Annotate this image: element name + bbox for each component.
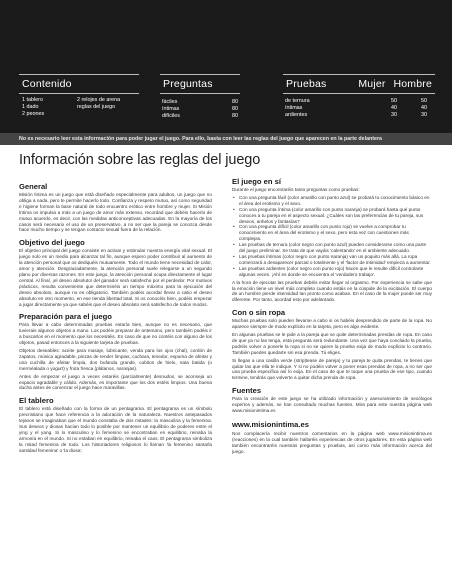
pruebas-panel bbox=[283, 74, 435, 124]
sinropa-text-3: Si llegas a una casilla verde (strip|tease de pareja) y tu pareja te quita prendas, te tienes que quitar las que ella te indique. Y si no podéis volver a poner esas prendas de ropa, a no ser que una prueba específica así lo exija. En el caso de que te toque una prueba de ese tipo, cuando termine, tendrás que volverte a quitar dicha prenda de ropa. bbox=[232, 357, 432, 381]
contenido-col-1 bbox=[22, 97, 77, 118]
objetivo-text: El objetivo principal del juego consiste en activar y estimular nuestra energía vital sexual. El juego solo es un medio para alcanzar tal fin, aunque espero poder contribuir al aumento de la atención personal que os dediquéis mutuamente. Todo el mundo tiene necesidad de calor, amor y atención. Desgraciadamente, la atención personal suele relegarse a un segundo plano por diversas razones. En este juego, la atención personal ocupa directamente el lugar central. Al final, ¡el deseo absoluto! del ganador será satisfecho por el perdedor. Por motivos prácticos, resulta conveniente que determinéis un tiempo máximo para la ejecución del deseo absoluto, aunque no es obligatorio. También podéis acordar llevar a cabo el deseo absoluto en otro momento, en ese tienda libertad total. Si os conocéis bien, podéis empezar a jugar directamente ya que sabéis que el deseo absoluto será satisfecho de todos modos. bbox=[19, 248, 212, 307]
notice-bar: No es necesario leer esta información para poder jugar el juego. Para ello, basta con leer las reglas del juego que aparecen en la parte delantera bbox=[0, 133, 452, 145]
pruebas-row bbox=[283, 105, 435, 112]
pruebas-mujer-value: 30 bbox=[391, 112, 397, 119]
objetivo-heading: Objetivo del juego bbox=[19, 238, 85, 248]
preguntas-row bbox=[160, 99, 240, 106]
contenido-item: 1 tablero bbox=[22, 97, 43, 103]
pruebas-label: ardientes bbox=[285, 112, 308, 119]
preguntas-value: 80 bbox=[232, 113, 238, 120]
preparacion-heading: Preparación para el juego bbox=[19, 312, 112, 322]
sinropa-heading: Con o sin ropa bbox=[232, 308, 286, 318]
website-text: Nos complacería recibir nuestros comentarios en la página web www.misionintima.es (reacciones) en la cual también hallaréis experiencias de otros jugadores. En esta página web también encontraréis nuestras preguntas y pruebas, así como más información acerca del juego. bbox=[232, 431, 432, 454]
list-item: • Las pruebas íntimas (color negro con punto naranja) van un poquito más allá. La ropa comenzará a desaparecer parcial o totalmente y el 'factor de intimidad' empieza a aumentar. bbox=[232, 254, 432, 266]
list-item: • Con una pregunta fácil (color amarillo con punto azul) se probará tu conocimiento básico en el área del erotismo y el sexo. bbox=[232, 195, 432, 207]
left-column bbox=[19, 177, 212, 456]
pruebas-mujer-header: Mujer bbox=[358, 78, 386, 90]
pruebas-row bbox=[283, 98, 435, 105]
pruebas-mujer-value: 40 bbox=[391, 105, 397, 112]
preparacion-text-2: Objetos deseables: aceite para masaje, lubricante, venda para los ojos (chal), cordón de zapatos, música agradable, pinzas de tender limpias, cuchara, tenedor, espuma de afeitar y una cuchilla de afeitar limpia, dos bufanda grande, cubitos de hielo, nata batida (o merméalada o yogurt) y fruta fresca (plátanos, naranjas). bbox=[19, 348, 212, 371]
pruebas-hombre-header: Hombre bbox=[393, 78, 432, 90]
pruebas-hombre-value: 40 bbox=[421, 105, 427, 112]
list-item: • Las pruebas ardientes (color negro con punto rojo) hacen que le resulte difícil controlarte algunas veces. ¡Ahí es donde se encuentra el 'verdadero trabajo'. bbox=[232, 266, 432, 278]
preguntas-value: 80 bbox=[232, 106, 238, 113]
general-text: Misión Íntima es un juego que está diseñado especialmente para adultos, un juego que no obliga a nada, pero te permite hacerlo todo. Confianza y respeto mutuo, así como seguridad e higiene forman la base natural de todo encuentro erótico entre hombre y mujer. Si Misión Íntima os impulsa a más a un juego de amor más extenso, recordad que debéis hacerlo de mutuo acuerdo, es decir, con las medidas anticonceptivas adecuadas. En la mayoría de los casos será necesario el uso de un preservativo, a no ser que la pareja se conozca desde hace mucho tiempo y se tengan contacto sexual fuera de la relación. bbox=[19, 192, 212, 233]
fuentes-heading: Fuentes bbox=[232, 386, 262, 396]
pruebas-hombre-value: 50 bbox=[421, 98, 427, 104]
pruebas-mujer-value: 50 bbox=[391, 98, 397, 104]
contenido-item: 2 relojes de arena bbox=[77, 97, 121, 103]
contenido-title: Contenido bbox=[19, 75, 139, 94]
tablero-text: El tablero está diseñado con la forma de un pentagrama. El pentagrama es un símbolo precristiano que hace referencia a la adoración de la naturaleza. Nuestros antepasados tejanos se imaginaban que el mundo constaba de dos mitades: la masculina y la femenina. Sus deseos y diosas hacían todo lo posible por mantener un equilibrio de poderes entre el ying y el yang. Si lo masculino y lo femenino se encontraban en equilibrio, reinaba la armonía en el mundo. Si no estaban en equilibrio, reinaba el caos. El pentagrama simboliza la mitad femenina de todo. Los historiadores religiosos lo llaman 'la femenino santa/la santidad femenina' o 'la diosa'. bbox=[19, 406, 212, 453]
preparacion-text-3: Antes de empezar el juego a veces estaréis (parcialmente) desnudos, se aconseja un espacio agradable y cálido. Además, es importante que los dos estéis limpios. Una buena ducha antes de comenzar el juego hace maravillas. bbox=[19, 373, 212, 391]
preguntas-label: fáciles bbox=[162, 99, 178, 105]
juego-heading: El juego en sí bbox=[232, 177, 281, 186]
tablero-heading: El tablero bbox=[19, 396, 54, 406]
preguntas-row bbox=[160, 106, 240, 113]
pruebas-hombre-value: 30 bbox=[421, 112, 427, 119]
preguntas-label: íntimas bbox=[162, 106, 180, 113]
pruebas-label: íntimas bbox=[285, 105, 303, 112]
contenido-item: 1 dado bbox=[22, 104, 39, 110]
sinropa-text-1: Muchas pruebas solo pueden llevarse a cabo si os habéis desprendido de parte de la ropa. No aparece siempre de modo explícito en la tarjeta, pero es algo evidente. bbox=[232, 318, 432, 330]
fuentes-text: Para la creación de este juego se ha utilizado información y asesoramiento de sexólogos expertos y además, se han consultado muchas fuentes. Mira para este nuestra página web www.misionintima.es bbox=[232, 396, 432, 414]
preguntas-title: Preguntas bbox=[160, 75, 240, 94]
pruebas-title: Pruebas bbox=[286, 78, 327, 90]
list-item: • Las pruebas de ternura (color negro con punto azul) pueden considerarse como una parte del juego preliminar. Se trata de que vayáis 'calentando' en el ambiente adecuado. bbox=[232, 242, 432, 254]
preparacion-text-1: Para llevar a cabo determinadas pruebas estaría bien, aunque no es necesario, que tuvierais algunos objetos a mano. Los podéis preparar de antemano, pero también podéis ir a buscarlos en el momento que los necesitéis. En caso de que no contéis con alguno de los objetos, pasad entonces a la siguiente tarjeta de pruebas. bbox=[19, 322, 212, 346]
sinropa-text-2: En algunas pruebas se le pide a la pareja que se quite determinadas prendas de ropa. En caso de que ya no las tenga, esta pregunta será redundante. Una vez que haya concluido la prueba, podréis volver a ponerle la ropa si no se quiere la prueba exija de modo explícito lo contrario. También puedes quedarte sin esa prenda. Tú eliges. bbox=[232, 332, 432, 355]
right-column bbox=[232, 172, 432, 457]
preguntas-panel bbox=[160, 74, 240, 124]
juego-list bbox=[232, 195, 432, 278]
contenido-col-2 bbox=[77, 97, 132, 118]
contenido-item: reglas del juego bbox=[77, 104, 116, 110]
juego-intro: Durante el juego encontraréis tanto preguntas como pruebas: bbox=[232, 187, 360, 192]
preguntas-value: 80 bbox=[232, 99, 238, 105]
pruebas-label: de ternura bbox=[285, 98, 310, 104]
contenido-item: 2 peones bbox=[22, 111, 45, 117]
juego-text-2: A la hora de ejecutar las pruebas debéis evitar llegar al orgasmo. Por experiencia se sabe que la emoción tiene un nivel más completo cuando estáis en la cúspide de la excitación. El cuerpo de un hombre pierde intensidad tan pronto como acaban. En el caso de la mujer puede ser muy diferente. Por tanto, acordad esto por adelantado. bbox=[232, 279, 432, 303]
preguntas-row bbox=[160, 113, 240, 120]
pruebas-row bbox=[283, 112, 435, 119]
website-link[interactable]: www.misionintima.es bbox=[232, 420, 309, 429]
list-item: • Con una pregunta difícil (color amarillo con punto rojo) se vuelve a comprobar tu conocimiento en el área del erotismo y el sexo, pero esta vez con cuestiones más complejas. bbox=[232, 224, 432, 242]
list-item: • Con una pregunta íntima (color amarillo con punto naranja) se probará hasta qué punto conoces a tu pareja en el aspecto sexual. ¿Cuáles son las preferencias de tu pareja, sus deseos, anhelos y fantasías? bbox=[232, 207, 432, 225]
general-heading: General bbox=[19, 182, 48, 191]
contenido-panel bbox=[19, 74, 139, 124]
preguntas-label: difíciles bbox=[162, 113, 180, 120]
page-title: Información sobre las reglas del juego bbox=[19, 152, 261, 168]
